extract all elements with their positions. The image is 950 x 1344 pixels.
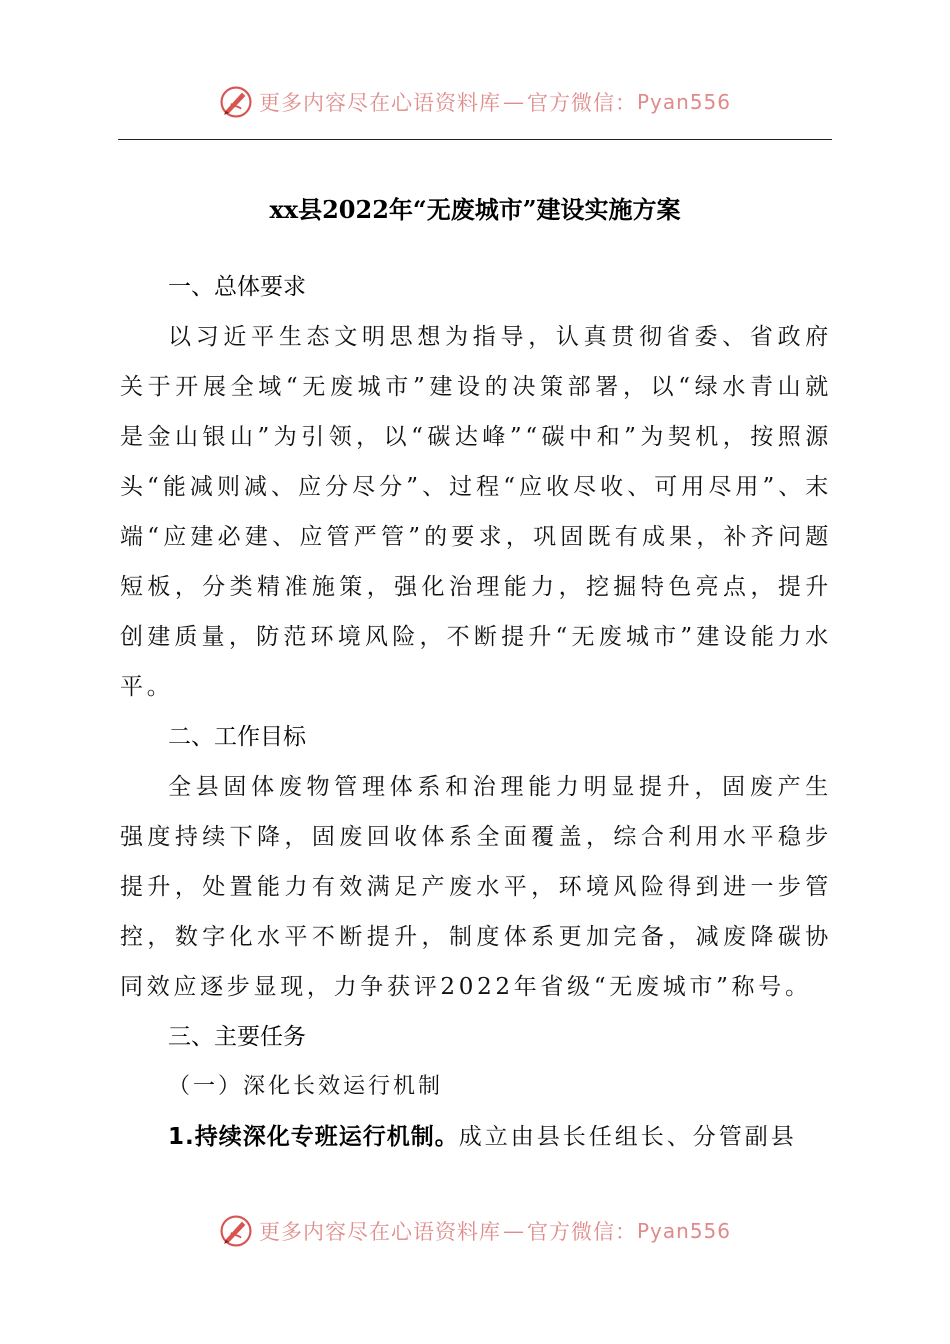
- watermark-text: 更多内容尽在心语资料库: [258, 91, 501, 115]
- watermark-separator: —: [502, 90, 525, 114]
- document-title: xx县2022年“无废城市”建设实施方案: [269, 195, 681, 224]
- header-watermark: [0, 82, 950, 122]
- watermark-wechat-id: Pyan556: [636, 90, 731, 114]
- watermark-separator: —: [502, 1219, 525, 1243]
- section-body-overall: 以习近平生态文明思想为指导，认真贯彻省委、省政府关于开展全域“无废城市”建设的决策部署，以“绿水青山就是金山银山”为引领，以“碳达峰”“碳中和”为契机，按照源头“能减则减、应分尽分”、过程“应收尽收、可用尽用”、末端“应建必建、应管严管”的要求，巩固既有成果，补齐问题短板，分类精准施策，强化治理能力，挖掘特色亮点，提升创建质量，防范环境风险，不断提升“无废城市”建设能力水平。: [120, 324, 832, 700]
- header-rule: [118, 139, 832, 140]
- section-body-goals: 全县固体废物管理体系和治理能力明显提升，固废产生强度持续下降，固废回收体系全面覆盖，综合利用水平稳步提升，处置能力有效满足产废水平，环境风险得到进一步管控，数字化水平不断提升，制度体系更加完备，减废降碳协同效应逐步显现，力争获评2022年省级“无废城市”称号。: [120, 774, 832, 1000]
- watermark-suffix: 官方微信：: [526, 1220, 637, 1244]
- section-heading-goals: 二、工作目标: [168, 724, 306, 750]
- watermark-suffix: 官方微信：: [526, 91, 637, 115]
- subsection-heading: （一）深化长效运行机制: [168, 1074, 444, 1099]
- watermark-text: 更多内容尽在心语资料库: [258, 1220, 501, 1244]
- document-body: [120, 262, 832, 1162]
- footer-watermark: [0, 1211, 950, 1251]
- pen-logo-icon: [219, 85, 253, 119]
- task-item-1-title: 1.持续深化专班运行机制。: [168, 1124, 459, 1150]
- section-heading-tasks: 三、主要任务: [168, 1024, 306, 1050]
- watermark-wechat-id: Pyan556: [636, 1219, 731, 1243]
- task-item-1: [120, 1112, 832, 1162]
- task-item-1-text: 成立由县长任组长、分管副县: [458, 1124, 797, 1150]
- pen-logo-icon: [219, 1214, 253, 1248]
- section-heading-overall: 一、总体要求: [168, 274, 306, 300]
